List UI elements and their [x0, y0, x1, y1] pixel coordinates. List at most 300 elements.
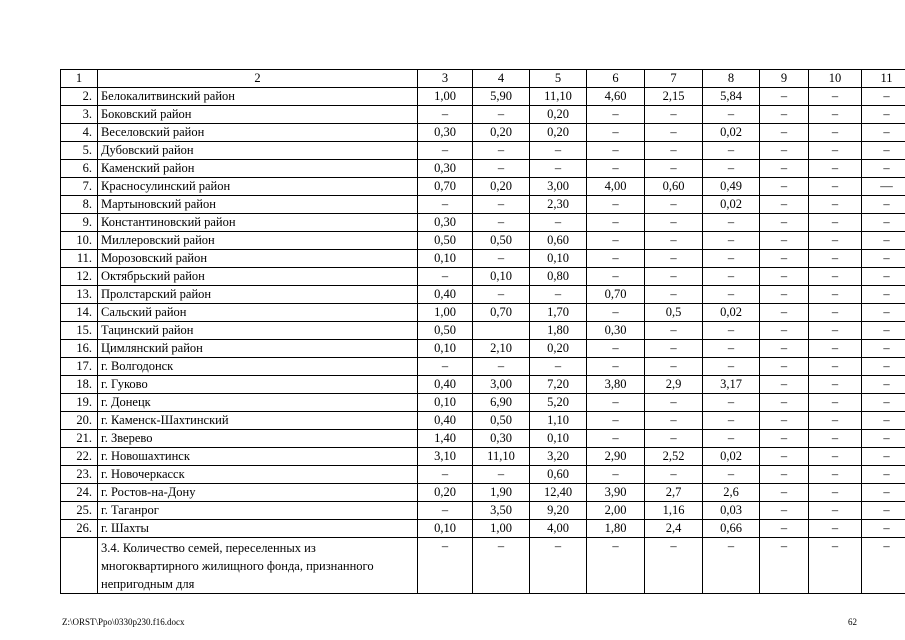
- table-row: [61, 178, 905, 196]
- value-cell: 0,10: [418, 520, 473, 538]
- row-number: 25.: [61, 502, 98, 520]
- table-row: [61, 124, 905, 142]
- value-cell: 1,90: [473, 484, 530, 502]
- value-cell: 1,80: [587, 520, 645, 538]
- value-cell: –: [862, 394, 905, 412]
- value-cell: –: [760, 394, 809, 412]
- row-name: г. Донецк: [98, 394, 418, 412]
- header-cell: 3: [418, 70, 473, 88]
- value-cell: –: [587, 196, 645, 214]
- row-number: 26.: [61, 520, 98, 538]
- value-cell: –: [760, 430, 809, 448]
- value-cell: 0,5: [645, 304, 703, 322]
- value-cell: 0,70: [473, 304, 530, 322]
- row-name: г. Новошахтинск: [98, 448, 418, 466]
- value-cell: –: [862, 160, 905, 178]
- value-cell: 0,20: [473, 178, 530, 196]
- value-cell: –: [587, 430, 645, 448]
- row-name: г. Каменск-Шахтинский: [98, 412, 418, 430]
- table-row: [61, 376, 905, 394]
- table-row: [61, 106, 905, 124]
- value-cell: –: [645, 142, 703, 160]
- table-row: [61, 268, 905, 286]
- value-cell: 9,20: [530, 502, 587, 520]
- value-cell: 0,02: [703, 304, 760, 322]
- row-name: Тацинский район: [98, 322, 418, 340]
- value-cell: –: [645, 430, 703, 448]
- value-cell: 0,50: [418, 232, 473, 250]
- row-name: Мартыновский район: [98, 196, 418, 214]
- value-cell: 2,10: [473, 340, 530, 358]
- row-name: г. Гуково: [98, 376, 418, 394]
- row-name: г. Новочеркасск: [98, 466, 418, 484]
- row-name: г. Шахты: [98, 520, 418, 538]
- value-cell: –: [760, 376, 809, 394]
- header-cell: 1: [61, 70, 98, 88]
- value-cell: 0,30: [418, 160, 473, 178]
- table-row: [61, 502, 905, 520]
- value-cell: 2,7: [645, 484, 703, 502]
- value-cell: 0,20: [530, 340, 587, 358]
- table-row: [61, 160, 905, 178]
- header-cell: 7: [645, 70, 703, 88]
- value-cell: –: [862, 430, 905, 448]
- value-cell: –: [862, 502, 905, 520]
- value-cell: 5,90: [473, 88, 530, 106]
- value-cell: –: [809, 250, 862, 268]
- value-cell: –: [473, 142, 530, 160]
- value-cell: 0,02: [703, 448, 760, 466]
- value-cell: –: [587, 250, 645, 268]
- table-row: [61, 304, 905, 322]
- value-cell: –: [473, 106, 530, 124]
- value-cell: –: [862, 538, 905, 594]
- row-name: Каменский район: [98, 160, 418, 178]
- value-cell: –: [418, 106, 473, 124]
- value-cell: –: [530, 538, 587, 594]
- value-cell: –: [809, 394, 862, 412]
- header-cell: 11: [862, 70, 905, 88]
- value-cell: –: [809, 340, 862, 358]
- value-cell: –: [645, 106, 703, 124]
- value-cell: 1,00: [473, 520, 530, 538]
- value-cell: –: [703, 430, 760, 448]
- value-cell: –: [760, 502, 809, 520]
- value-cell: –: [862, 124, 905, 142]
- table-row: [61, 394, 905, 412]
- value-cell: –: [530, 286, 587, 304]
- header-cell: 4: [473, 70, 530, 88]
- table-row: [61, 466, 905, 484]
- value-cell: –: [862, 286, 905, 304]
- value-cell: –: [645, 160, 703, 178]
- value-cell: –: [809, 232, 862, 250]
- value-cell: –: [587, 142, 645, 160]
- value-cell: 0,50: [418, 322, 473, 340]
- value-cell: –: [530, 358, 587, 376]
- value-cell: –: [809, 448, 862, 466]
- value-cell: 3,20: [530, 448, 587, 466]
- row-number: 9.: [61, 214, 98, 232]
- value-cell: 2,6: [703, 484, 760, 502]
- value-cell: —: [862, 178, 905, 196]
- value-cell: –: [809, 160, 862, 178]
- table-row: [61, 196, 905, 214]
- value-cell: 0,50: [473, 412, 530, 430]
- value-cell: –: [862, 106, 905, 124]
- value-cell: –: [862, 520, 905, 538]
- value-cell: 1,16: [645, 502, 703, 520]
- row-name: Дубовский район: [98, 142, 418, 160]
- header-cell: 9: [760, 70, 809, 88]
- value-cell: –: [587, 106, 645, 124]
- value-cell: –: [809, 304, 862, 322]
- value-cell: –: [703, 106, 760, 124]
- value-cell: –: [703, 286, 760, 304]
- value-cell: 0,49: [703, 178, 760, 196]
- value-cell: –: [587, 412, 645, 430]
- value-cell: 0,40: [418, 412, 473, 430]
- value-cell: –: [862, 376, 905, 394]
- header-cell: 5: [530, 70, 587, 88]
- value-cell: –: [645, 322, 703, 340]
- value-cell: –: [703, 160, 760, 178]
- value-cell: –: [703, 214, 760, 232]
- value-cell: –: [760, 286, 809, 304]
- value-cell: 1,10: [530, 412, 587, 430]
- value-cell: –: [645, 394, 703, 412]
- value-cell: 12,40: [530, 484, 587, 502]
- value-cell: 0,10: [530, 430, 587, 448]
- value-cell: –: [645, 340, 703, 358]
- value-cell: 3,00: [473, 376, 530, 394]
- value-cell: 1,70: [530, 304, 587, 322]
- value-cell: 0,40: [418, 376, 473, 394]
- table-row: [61, 250, 905, 268]
- value-cell: –: [862, 412, 905, 430]
- value-cell: 2,90: [587, 448, 645, 466]
- value-cell: –: [862, 250, 905, 268]
- value-cell: [473, 322, 530, 340]
- value-cell: –: [760, 88, 809, 106]
- value-cell: 4,60: [587, 88, 645, 106]
- row-name: Боковский район: [98, 106, 418, 124]
- value-cell: 0,10: [473, 268, 530, 286]
- row-number: 3.: [61, 106, 98, 124]
- value-cell: –: [760, 232, 809, 250]
- value-cell: –: [760, 484, 809, 502]
- row-name: Октябрьский район: [98, 268, 418, 286]
- row-name: Пролстарский район: [98, 286, 418, 304]
- value-cell: 0,60: [530, 232, 587, 250]
- value-cell: –: [809, 88, 862, 106]
- value-cell: 5,20: [530, 394, 587, 412]
- value-cell: 1,40: [418, 430, 473, 448]
- value-cell: –: [530, 160, 587, 178]
- value-cell: –: [862, 448, 905, 466]
- value-cell: 2,4: [645, 520, 703, 538]
- value-cell: –: [587, 124, 645, 142]
- value-cell: –: [703, 394, 760, 412]
- table-row-section: [61, 538, 905, 594]
- value-cell: –: [809, 106, 862, 124]
- value-cell: 0,10: [418, 394, 473, 412]
- value-cell: 0,80: [530, 268, 587, 286]
- value-cell: 3,90: [587, 484, 645, 502]
- row-name: Веселовский район: [98, 124, 418, 142]
- value-cell: –: [862, 268, 905, 286]
- row-number: 12.: [61, 268, 98, 286]
- value-cell: –: [587, 538, 645, 594]
- value-cell: –: [703, 142, 760, 160]
- value-cell: 2,15: [645, 88, 703, 106]
- footer-file-path: Z:\ORST\Ppo\0330p230.f16.docx: [62, 617, 185, 627]
- table-row: [61, 322, 905, 340]
- row-name: г. Волгодонск: [98, 358, 418, 376]
- value-cell: –: [645, 250, 703, 268]
- header-cell: 2: [98, 70, 418, 88]
- table-row: [61, 520, 905, 538]
- value-cell: –: [809, 484, 862, 502]
- value-cell: 3,17: [703, 376, 760, 394]
- value-cell: –: [760, 214, 809, 232]
- value-cell: –: [862, 196, 905, 214]
- value-cell: 4,00: [587, 178, 645, 196]
- value-cell: –: [809, 412, 862, 430]
- value-cell: 0,10: [418, 250, 473, 268]
- value-cell: –: [587, 214, 645, 232]
- value-cell: –: [862, 358, 905, 376]
- value-cell: –: [760, 106, 809, 124]
- value-cell: –: [587, 160, 645, 178]
- row-name: Миллеровский район: [98, 232, 418, 250]
- row-number: 15.: [61, 322, 98, 340]
- value-cell: 3,00: [530, 178, 587, 196]
- row-number: [61, 538, 98, 594]
- value-cell: 0,20: [473, 124, 530, 142]
- row-name: г. Зверево: [98, 430, 418, 448]
- value-cell: –: [587, 232, 645, 250]
- value-cell: 2,9: [645, 376, 703, 394]
- value-cell: –: [703, 412, 760, 430]
- row-number: 4.: [61, 124, 98, 142]
- value-cell: –: [760, 322, 809, 340]
- header-row: [61, 70, 905, 88]
- value-cell: –: [809, 520, 862, 538]
- table-row: [61, 232, 905, 250]
- table-row: [61, 412, 905, 430]
- row-name: г. Ростов-на-Дону: [98, 484, 418, 502]
- value-cell: –: [862, 304, 905, 322]
- value-cell: –: [809, 502, 862, 520]
- row-number: 11.: [61, 250, 98, 268]
- value-cell: –: [862, 466, 905, 484]
- value-cell: –: [862, 322, 905, 340]
- value-cell: –: [645, 214, 703, 232]
- value-cell: 0,20: [530, 106, 587, 124]
- value-cell: –: [587, 466, 645, 484]
- row-name: Морозовский район: [98, 250, 418, 268]
- value-cell: –: [473, 358, 530, 376]
- value-cell: –: [809, 430, 862, 448]
- footer-page-number: 62: [848, 617, 857, 627]
- value-cell: 2,00: [587, 502, 645, 520]
- value-cell: –: [587, 304, 645, 322]
- table-row: [61, 340, 905, 358]
- value-cell: –: [418, 142, 473, 160]
- value-cell: –: [473, 214, 530, 232]
- value-cell: –: [760, 160, 809, 178]
- value-cell: –: [809, 196, 862, 214]
- value-cell: 3,50: [473, 502, 530, 520]
- row-name: Сальский район: [98, 304, 418, 322]
- value-cell: –: [760, 304, 809, 322]
- value-cell: 0,30: [587, 322, 645, 340]
- table-row: [61, 448, 905, 466]
- value-cell: –: [760, 196, 809, 214]
- table-row: [61, 214, 905, 232]
- value-cell: –: [809, 268, 862, 286]
- value-cell: –: [473, 466, 530, 484]
- table-row: [61, 484, 905, 502]
- value-cell: –: [703, 538, 760, 594]
- row-name: Константиновский район: [98, 214, 418, 232]
- value-cell: –: [809, 124, 862, 142]
- value-cell: –: [809, 286, 862, 304]
- value-cell: –: [760, 142, 809, 160]
- value-cell: –: [587, 340, 645, 358]
- value-cell: 0,70: [418, 178, 473, 196]
- value-cell: 0,20: [418, 484, 473, 502]
- value-cell: –: [530, 142, 587, 160]
- value-cell: 0,20: [530, 124, 587, 142]
- value-cell: 1,00: [418, 88, 473, 106]
- value-cell: 2,52: [645, 448, 703, 466]
- value-cell: –: [473, 160, 530, 178]
- value-cell: 1,80: [530, 322, 587, 340]
- data-table: [60, 69, 905, 594]
- value-cell: –: [418, 196, 473, 214]
- value-cell: –: [760, 358, 809, 376]
- value-cell: –: [760, 178, 809, 196]
- value-cell: 0,66: [703, 520, 760, 538]
- row-number: 8.: [61, 196, 98, 214]
- value-cell: –: [645, 412, 703, 430]
- value-cell: –: [418, 538, 473, 594]
- value-cell: –: [418, 502, 473, 520]
- value-cell: –: [760, 448, 809, 466]
- value-cell: 11,10: [473, 448, 530, 466]
- header-cell: 6: [587, 70, 645, 88]
- value-cell: 0,50: [473, 232, 530, 250]
- row-number: 20.: [61, 412, 98, 430]
- value-cell: 0,60: [645, 178, 703, 196]
- row-number: 16.: [61, 340, 98, 358]
- value-cell: –: [703, 322, 760, 340]
- value-cell: –: [862, 484, 905, 502]
- value-cell: –: [703, 340, 760, 358]
- value-cell: –: [418, 466, 473, 484]
- value-cell: –: [645, 124, 703, 142]
- value-cell: –: [760, 268, 809, 286]
- row-number: 24.: [61, 484, 98, 502]
- row-number: 6.: [61, 160, 98, 178]
- value-cell: –: [760, 520, 809, 538]
- value-cell: –: [645, 268, 703, 286]
- value-cell: 0,30: [473, 430, 530, 448]
- row-number: 17.: [61, 358, 98, 376]
- value-cell: 0,40: [418, 286, 473, 304]
- value-cell: –: [760, 412, 809, 430]
- value-cell: –: [530, 214, 587, 232]
- value-cell: –: [473, 250, 530, 268]
- value-cell: –: [645, 196, 703, 214]
- value-cell: –: [809, 466, 862, 484]
- value-cell: –: [862, 214, 905, 232]
- value-cell: –: [862, 88, 905, 106]
- table-row: [61, 142, 905, 160]
- value-cell: –: [473, 286, 530, 304]
- value-cell: –: [587, 394, 645, 412]
- value-cell: 3,80: [587, 376, 645, 394]
- row-number: 2.: [61, 88, 98, 106]
- row-number: 10.: [61, 232, 98, 250]
- value-cell: –: [418, 268, 473, 286]
- value-cell: 2,30: [530, 196, 587, 214]
- header-cell: 8: [703, 70, 760, 88]
- row-number: 7.: [61, 178, 98, 196]
- value-cell: –: [645, 538, 703, 594]
- value-cell: –: [809, 376, 862, 394]
- value-cell: 0,03: [703, 502, 760, 520]
- value-cell: –: [703, 466, 760, 484]
- value-cell: –: [587, 358, 645, 376]
- value-cell: –: [809, 322, 862, 340]
- row-number: 22.: [61, 448, 98, 466]
- row-number: 14.: [61, 304, 98, 322]
- value-cell: –: [587, 268, 645, 286]
- value-cell: 0,02: [703, 124, 760, 142]
- table-row: [61, 286, 905, 304]
- value-cell: –: [473, 538, 530, 594]
- value-cell: –: [645, 466, 703, 484]
- value-cell: 5,84: [703, 88, 760, 106]
- value-cell: –: [473, 196, 530, 214]
- value-cell: –: [645, 232, 703, 250]
- value-cell: –: [809, 178, 862, 196]
- value-cell: 1,00: [418, 304, 473, 322]
- value-cell: 11,10: [530, 88, 587, 106]
- value-cell: 0,60: [530, 466, 587, 484]
- value-cell: –: [645, 286, 703, 304]
- value-cell: –: [862, 232, 905, 250]
- value-cell: –: [760, 538, 809, 594]
- value-cell: 0,10: [530, 250, 587, 268]
- row-number: 19.: [61, 394, 98, 412]
- value-cell: 0,02: [703, 196, 760, 214]
- row-number: 13.: [61, 286, 98, 304]
- value-cell: –: [862, 142, 905, 160]
- row-name: Белокалитвинский район: [98, 88, 418, 106]
- value-cell: 0,10: [418, 340, 473, 358]
- table-row: [61, 88, 905, 106]
- value-cell: 4,00: [530, 520, 587, 538]
- value-cell: –: [703, 250, 760, 268]
- value-cell: –: [760, 250, 809, 268]
- value-cell: 0,30: [418, 124, 473, 142]
- value-cell: –: [809, 214, 862, 232]
- value-cell: –: [703, 232, 760, 250]
